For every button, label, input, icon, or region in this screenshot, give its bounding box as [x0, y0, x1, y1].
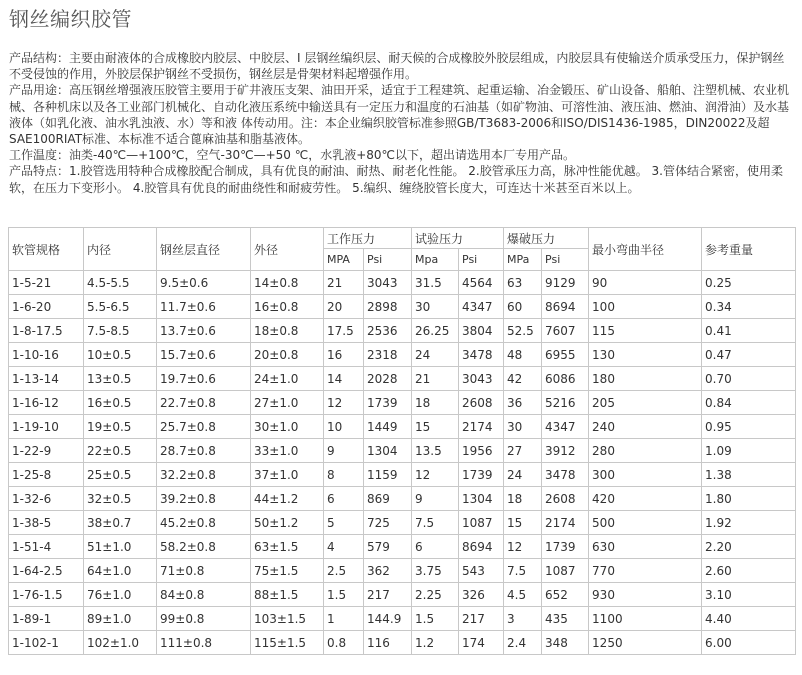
cell-working-mpa: 9 [324, 439, 364, 463]
cell-spec: 1-6-20 [9, 295, 84, 319]
subheader-unit: Psi [542, 249, 589, 271]
cell-working-mpa: 12 [324, 391, 364, 415]
subheader-unit: Psi [364, 249, 412, 271]
cell-wire-diameter: 19.7±0.6 [157, 367, 251, 391]
cell-test-mpa: 31.5 [412, 271, 459, 295]
table-row [9, 439, 796, 463]
cell-inner-diameter: 64±1.0 [84, 559, 157, 583]
table-row [9, 535, 796, 559]
cell-min-bend-radius: 240 [589, 415, 702, 439]
cell-burst-mpa: 2.4 [504, 631, 542, 655]
cell-burst-mpa: 42 [504, 367, 542, 391]
cell-working-psi: 144.9 [364, 607, 412, 631]
product-structure-text: 产品结构：主要由耐液体的合成橡胶内胶层、中胶层、I 层钢丝编织层、耐天候的合成橡胶外胶层组成，内胶层具有使输送介质承受压力，保护钢丝不受侵蚀的作用，外胶层保护钢丝不受损伤，钢丝层是骨架材料起增强作用。 [9, 51, 785, 82]
cell-test-psi: 543 [459, 559, 504, 583]
cell-outer-diameter: 24±1.0 [251, 367, 324, 391]
cell-burst-psi: 2174 [542, 511, 589, 535]
cell-test-mpa: 26.25 [412, 319, 459, 343]
cell-inner-diameter: 22±0.5 [84, 439, 157, 463]
cell-wire-diameter: 84±0.8 [157, 583, 251, 607]
cell-test-psi: 326 [459, 583, 504, 607]
cell-working-psi: 2898 [364, 295, 412, 319]
cell-working-psi: 217 [364, 583, 412, 607]
cell-burst-mpa: 30 [504, 415, 542, 439]
cell-min-bend-radius: 500 [589, 511, 702, 535]
product-description [9, 50, 795, 196]
table-row [9, 343, 796, 367]
cell-test-psi: 3478 [459, 343, 504, 367]
cell-ref-weight: 6.00 [702, 631, 796, 655]
cell-working-mpa: 1 [324, 607, 364, 631]
cell-ref-weight: 0.47 [702, 343, 796, 367]
cell-inner-diameter: 51±1.0 [84, 535, 157, 559]
cell-burst-psi: 3912 [542, 439, 589, 463]
cell-outer-diameter: 27±1.0 [251, 391, 324, 415]
cell-test-mpa: 12 [412, 463, 459, 487]
cell-working-psi: 3043 [364, 271, 412, 295]
cell-test-mpa: 7.5 [412, 511, 459, 535]
table-row [9, 415, 796, 439]
cell-test-psi: 1087 [459, 511, 504, 535]
cell-ref-weight: 4.40 [702, 607, 796, 631]
cell-ref-weight: 1.80 [702, 487, 796, 511]
cell-wire-diameter: 45.2±0.8 [157, 511, 251, 535]
cell-ref-weight: 0.34 [702, 295, 796, 319]
cell-ref-weight: 0.70 [702, 367, 796, 391]
cell-burst-mpa: 12 [504, 535, 542, 559]
cell-ref-weight: 0.41 [702, 319, 796, 343]
cell-working-mpa: 10 [324, 415, 364, 439]
cell-spec: 1-10-16 [9, 343, 84, 367]
cell-outer-diameter: 16±0.8 [251, 295, 324, 319]
cell-burst-mpa: 52.5 [504, 319, 542, 343]
table-row [9, 631, 796, 655]
cell-burst-psi: 1087 [542, 559, 589, 583]
cell-working-psi: 1159 [364, 463, 412, 487]
cell-test-psi: 3804 [459, 319, 504, 343]
cell-wire-diameter: 25.7±0.8 [157, 415, 251, 439]
cell-min-bend-radius: 420 [589, 487, 702, 511]
cell-burst-psi: 435 [542, 607, 589, 631]
table-row [9, 271, 796, 295]
cell-burst-psi: 6955 [542, 343, 589, 367]
cell-test-mpa: 15 [412, 415, 459, 439]
cell-inner-diameter: 19±0.5 [84, 415, 157, 439]
cell-inner-diameter: 5.5-6.5 [84, 295, 157, 319]
cell-ref-weight: 2.60 [702, 559, 796, 583]
cell-outer-diameter: 37±1.0 [251, 463, 324, 487]
cell-min-bend-radius: 280 [589, 439, 702, 463]
cell-burst-mpa: 27 [504, 439, 542, 463]
cell-working-mpa: 16 [324, 343, 364, 367]
cell-working-mpa: 1.5 [324, 583, 364, 607]
product-usage-text: 产品用途：高压钢丝增强液压胶管主要用于矿井液压支架、油田开采，适宜于工程建筑、起重运输、冶金锻压、矿山设备、船舶、注塑机械、农业机械、各种机床以及各工业部门机械化、自动化液压系统中输送具有一定压力和温度的石油基（如矿物油、可溶性油、液压油、燃油、润滑油）及水基液体（如乳化液、油水乳浊液、水）等和液 体传动用。注：本企业编织胶管标准参照GB/T3683-2006和ISO/DIS1436-1985，DIN20022及超SAE100RIAT标准、本标准不适合蓖麻油基和脂基液体。 [9, 83, 790, 147]
table-row [9, 391, 796, 415]
cell-burst-psi: 1739 [542, 535, 589, 559]
table-row [9, 559, 796, 583]
cell-test-psi: 2608 [459, 391, 504, 415]
cell-min-bend-radius: 115 [589, 319, 702, 343]
cell-burst-psi: 8694 [542, 295, 589, 319]
subheader-unit: Psi [459, 249, 504, 271]
cell-test-mpa: 30 [412, 295, 459, 319]
cell-spec: 1-89-1 [9, 607, 84, 631]
cell-outer-diameter: 88±1.5 [251, 583, 324, 607]
cell-test-mpa: 24 [412, 343, 459, 367]
cell-test-psi: 8694 [459, 535, 504, 559]
table-row [9, 487, 796, 511]
cell-spec: 1-76-1.5 [9, 583, 84, 607]
subheader-unit: MPA [324, 249, 364, 271]
cell-test-mpa: 21 [412, 367, 459, 391]
header-wire-diameter: 钢丝层直径 [157, 228, 251, 271]
cell-inner-diameter: 32±0.5 [84, 487, 157, 511]
cell-burst-mpa: 48 [504, 343, 542, 367]
cell-working-mpa: 14 [324, 367, 364, 391]
cell-test-psi: 3043 [459, 367, 504, 391]
cell-test-mpa: 1.5 [412, 607, 459, 631]
cell-spec: 1-25-8 [9, 463, 84, 487]
cell-outer-diameter: 44±1.2 [251, 487, 324, 511]
cell-wire-diameter: 15.7±0.6 [157, 343, 251, 367]
header-working-pressure: 工作压力 [324, 228, 412, 249]
cell-test-mpa: 2.25 [412, 583, 459, 607]
cell-working-psi: 1304 [364, 439, 412, 463]
cell-spec: 1-64-2.5 [9, 559, 84, 583]
cell-test-psi: 217 [459, 607, 504, 631]
cell-test-psi: 4347 [459, 295, 504, 319]
table-row [9, 463, 796, 487]
page-title: 钢丝编织胶管 [9, 7, 132, 31]
cell-ref-weight: 0.84 [702, 391, 796, 415]
cell-burst-mpa: 4.5 [504, 583, 542, 607]
cell-burst-psi: 2608 [542, 487, 589, 511]
header-inner-diameter: 内径 [84, 228, 157, 271]
cell-outer-diameter: 14±0.8 [251, 271, 324, 295]
cell-inner-diameter: 76±1.0 [84, 583, 157, 607]
cell-wire-diameter: 32.2±0.8 [157, 463, 251, 487]
cell-test-psi: 1304 [459, 487, 504, 511]
cell-burst-mpa: 24 [504, 463, 542, 487]
header-outer-diameter: 外径 [251, 228, 324, 271]
cell-wire-diameter: 13.7±0.6 [157, 319, 251, 343]
cell-burst-psi: 9129 [542, 271, 589, 295]
cell-burst-psi: 5216 [542, 391, 589, 415]
cell-ref-weight: 0.95 [702, 415, 796, 439]
cell-test-mpa: 9 [412, 487, 459, 511]
cell-wire-diameter: 111±0.8 [157, 631, 251, 655]
cell-outer-diameter: 33±1.0 [251, 439, 324, 463]
cell-working-psi: 1739 [364, 391, 412, 415]
cell-working-psi: 2318 [364, 343, 412, 367]
cell-burst-mpa: 3 [504, 607, 542, 631]
cell-test-psi: 1956 [459, 439, 504, 463]
cell-burst-mpa: 7.5 [504, 559, 542, 583]
cell-spec: 1-22-9 [9, 439, 84, 463]
cell-spec: 1-5-21 [9, 271, 84, 295]
cell-burst-mpa: 18 [504, 487, 542, 511]
cell-spec: 1-19-10 [9, 415, 84, 439]
cell-min-bend-radius: 770 [589, 559, 702, 583]
header-burst-pressure: 爆破压力 [504, 228, 589, 249]
cell-working-psi: 2536 [364, 319, 412, 343]
cell-outer-diameter: 115±1.5 [251, 631, 324, 655]
cell-outer-diameter: 50±1.2 [251, 511, 324, 535]
cell-spec: 1-13-14 [9, 367, 84, 391]
cell-working-psi: 579 [364, 535, 412, 559]
table-row [9, 295, 796, 319]
cell-spec: 1-8-17.5 [9, 319, 84, 343]
cell-wire-diameter: 22.7±0.8 [157, 391, 251, 415]
cell-inner-diameter: 89±1.0 [84, 607, 157, 631]
cell-outer-diameter: 75±1.5 [251, 559, 324, 583]
subheader-unit: Mpa [412, 249, 459, 271]
cell-min-bend-radius: 300 [589, 463, 702, 487]
cell-min-bend-radius: 930 [589, 583, 702, 607]
cell-test-psi: 1739 [459, 463, 504, 487]
cell-test-mpa: 13.5 [412, 439, 459, 463]
cell-wire-diameter: 58.2±0.8 [157, 535, 251, 559]
cell-working-psi: 725 [364, 511, 412, 535]
cell-min-bend-radius: 205 [589, 391, 702, 415]
cell-working-mpa: 4 [324, 535, 364, 559]
cell-wire-diameter: 9.5±0.6 [157, 271, 251, 295]
cell-outer-diameter: 63±1.5 [251, 535, 324, 559]
cell-burst-psi: 7607 [542, 319, 589, 343]
table-row [9, 607, 796, 631]
table-row [9, 319, 796, 343]
cell-working-mpa: 5 [324, 511, 364, 535]
cell-outer-diameter: 30±1.0 [251, 415, 324, 439]
cell-test-mpa: 3.75 [412, 559, 459, 583]
spec-table [8, 227, 796, 655]
cell-min-bend-radius: 100 [589, 295, 702, 319]
cell-inner-diameter: 16±0.5 [84, 391, 157, 415]
cell-wire-diameter: 71±0.8 [157, 559, 251, 583]
cell-working-mpa: 20 [324, 295, 364, 319]
cell-outer-diameter: 18±0.8 [251, 319, 324, 343]
cell-working-mpa: 8 [324, 463, 364, 487]
cell-wire-diameter: 11.7±0.6 [157, 295, 251, 319]
cell-test-mpa: 18 [412, 391, 459, 415]
cell-burst-mpa: 15 [504, 511, 542, 535]
cell-inner-diameter: 10±0.5 [84, 343, 157, 367]
cell-min-bend-radius: 130 [589, 343, 702, 367]
cell-wire-diameter: 39.2±0.8 [157, 487, 251, 511]
cell-burst-psi: 4347 [542, 415, 589, 439]
header-test-pressure: 试验压力 [412, 228, 504, 249]
cell-min-bend-radius: 180 [589, 367, 702, 391]
cell-ref-weight: 0.25 [702, 271, 796, 295]
cell-spec: 1-16-12 [9, 391, 84, 415]
cell-working-mpa: 6 [324, 487, 364, 511]
cell-min-bend-radius: 1250 [589, 631, 702, 655]
table-header [9, 228, 796, 271]
cell-ref-weight: 2.20 [702, 535, 796, 559]
cell-working-mpa: 21 [324, 271, 364, 295]
product-features-text: 产品特点：1.胶管选用特种合成橡胶配合制成，具有优良的耐油、耐热、耐老化性能。 2.胶管承压力高，脉冲性能优越。 3.管体结合紧密，使用柔软，在压力下变形小。 4.胶管具有优良的耐曲绕性和耐疲劳性。 5.编织、缠绕胶管长度大，可连达十米甚至百米以上。 [9, 164, 783, 195]
cell-working-psi: 869 [364, 487, 412, 511]
cell-inner-diameter: 38±0.7 [84, 511, 157, 535]
working-temperature-text: 工作温度：油类-40℃—+100℃，空气-30℃—+50 ℃，水乳液+80℃以下，超出请选用本厂专用产品。 [9, 148, 576, 163]
cell-spec: 1-32-6 [9, 487, 84, 511]
cell-working-mpa: 17.5 [324, 319, 364, 343]
cell-min-bend-radius: 90 [589, 271, 702, 295]
table-row [9, 367, 796, 391]
cell-ref-weight: 3.10 [702, 583, 796, 607]
cell-test-psi: 4564 [459, 271, 504, 295]
header-spec: 软管规格 [9, 228, 84, 271]
cell-working-psi: 2028 [364, 367, 412, 391]
cell-spec: 1-51-4 [9, 535, 84, 559]
cell-working-mpa: 2.5 [324, 559, 364, 583]
cell-wire-diameter: 28.7±0.8 [157, 439, 251, 463]
cell-working-psi: 1449 [364, 415, 412, 439]
cell-wire-diameter: 99±0.8 [157, 607, 251, 631]
cell-burst-psi: 652 [542, 583, 589, 607]
cell-ref-weight: 1.92 [702, 511, 796, 535]
cell-inner-diameter: 7.5-8.5 [84, 319, 157, 343]
cell-inner-diameter: 25±0.5 [84, 463, 157, 487]
cell-min-bend-radius: 1100 [589, 607, 702, 631]
cell-test-mpa: 6 [412, 535, 459, 559]
cell-inner-diameter: 102±1.0 [84, 631, 157, 655]
cell-working-psi: 362 [364, 559, 412, 583]
cell-burst-mpa: 60 [504, 295, 542, 319]
table-row [9, 583, 796, 607]
cell-test-psi: 174 [459, 631, 504, 655]
cell-inner-diameter: 13±0.5 [84, 367, 157, 391]
cell-burst-mpa: 63 [504, 271, 542, 295]
cell-burst-psi: 348 [542, 631, 589, 655]
cell-test-mpa: 1.2 [412, 631, 459, 655]
header-ref-weight: 参考重量 [702, 228, 796, 271]
cell-burst-psi: 3478 [542, 463, 589, 487]
cell-ref-weight: 1.38 [702, 463, 796, 487]
subheader-unit: MPa [504, 249, 542, 271]
cell-working-psi: 116 [364, 631, 412, 655]
cell-ref-weight: 1.09 [702, 439, 796, 463]
cell-outer-diameter: 103±1.5 [251, 607, 324, 631]
cell-working-mpa: 0.8 [324, 631, 364, 655]
cell-spec: 1-102-1 [9, 631, 84, 655]
cell-burst-mpa: 36 [504, 391, 542, 415]
cell-spec: 1-38-5 [9, 511, 84, 535]
cell-test-psi: 2174 [459, 415, 504, 439]
cell-outer-diameter: 20±0.8 [251, 343, 324, 367]
cell-min-bend-radius: 630 [589, 535, 702, 559]
table-row [9, 511, 796, 535]
cell-inner-diameter: 4.5-5.5 [84, 271, 157, 295]
cell-burst-psi: 6086 [542, 367, 589, 391]
header-min-bend-radius: 最小弯曲半径 [589, 228, 702, 271]
table-body [9, 271, 796, 655]
